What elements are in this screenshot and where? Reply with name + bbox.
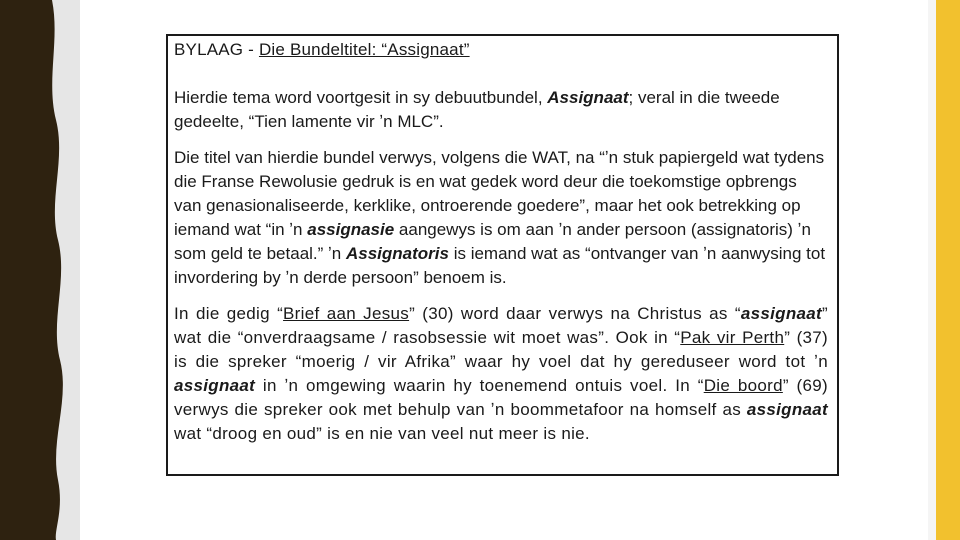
p3-poem-title-1: Brief aan Jesus [283,304,410,323]
right-accent-band [936,0,960,540]
paragraph-1 [174,86,828,134]
p3-bold-term-1: assignaat [740,304,823,323]
slide-title [174,38,828,62]
slide-content [174,38,828,446]
p2-text-e: is iemand wat as “ontvanger van ʼn aanwysing tot invordering by ʼn derde persoon” benoem is. [174,244,826,287]
p2-bold-term-1: assignasie [307,220,395,239]
p3-text-k: ” (69) verwys die spreker ook met behulp van ʼn boommetafoor na homself as [174,376,828,419]
p3-text-c: ” (30) word daar verwys na Christus as “ [409,304,741,323]
p3-text-g: ” (37) is die spreker “moerig / vir Afrika” waar hy voel dat hy gereduseer word tot ʼn [174,328,828,371]
paragraph-2 [174,146,828,290]
paragraph-3 [174,302,828,446]
p3-text-a: In die gedig “ [174,304,284,323]
p2-text-c: aangewys is om aan ʼn ander persoon (assignatoris) ʼn som geld te betaal.” ʼn [174,220,811,263]
p1-text-c: ; veral in die tweede gedeelte, “Tien lamente vir ʼn MLC”. [174,88,780,131]
p2-text-a: Die titel van hierdie bundel verwys, volgens die WAT, na “ʼn stuk papiergeld wat tydens die Franse Rewolusie gedruk is en wat gedek word deur die toekomstige opbrengs van genasionaliseerde, kerklike, ontroerende goedere”, maar het ook betrekking op iemand wat “in ʼn [174,148,825,239]
right-band-shadow [928,0,936,540]
title-underlined: Die Bundeltitel: “Assignaat” [258,40,470,59]
p1-bold-term: Assignaat [547,88,629,107]
p3-text-e: ” wat die “onverdraagsame / rasobsessie wit moet was”. Ook in “ [174,304,828,347]
p3-text-m: wat “droog en oud” is en nie van veel nut meer is nie. [174,424,590,443]
title-prefix: BYLAAG - [174,40,259,59]
p1-text-a: Hierdie tema word voortgesit in sy debuutbundel, [174,88,548,107]
p3-poem-title-2: Pak vir Perth [680,328,785,347]
left-band-wavy-edge [40,0,80,540]
p3-text-i: in ʼn omgewing waarin hy toenemend ontuis voel. In “ [255,376,704,395]
p3-poem-title-3: Die boord [703,376,783,395]
p3-bold-term-2: assignaat [174,376,256,395]
p3-bold-term-3: assignaat [746,400,828,419]
p2-bold-term-2: Assignatoris [345,244,449,263]
